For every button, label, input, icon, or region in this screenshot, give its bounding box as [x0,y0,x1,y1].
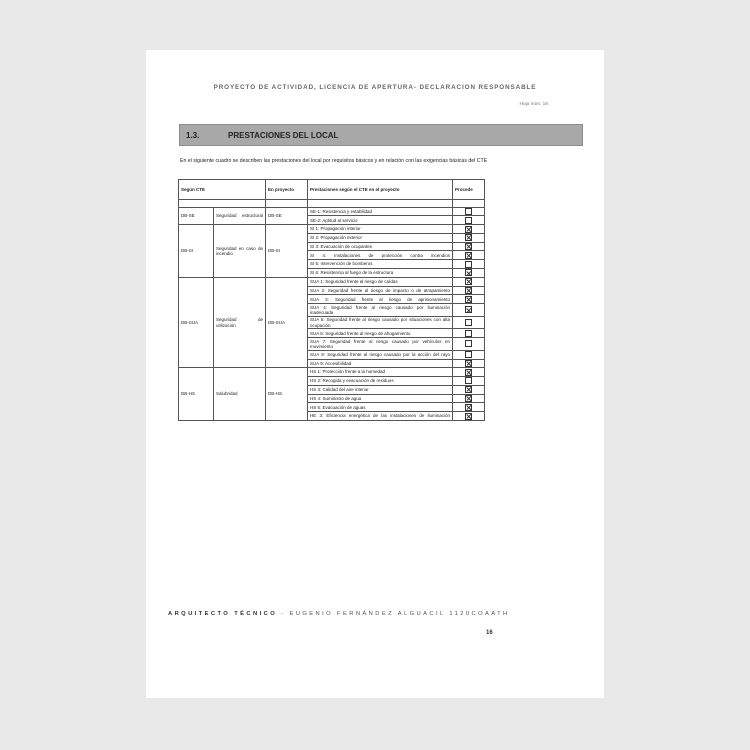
document-page [146,50,604,698]
table-row [179,277,485,286]
prestacion-text: SI 3: Evacuación de ocupantes [308,242,453,251]
table-row [179,225,485,234]
header-en-proyecto: En proyecto [266,180,308,200]
procede-cell [453,277,485,286]
checked-box-icon[interactable] [465,306,472,313]
prestacion-text: HS 3: Calidad del aire interior [308,385,453,394]
header-prestaciones: Prestaciones según el CTE en el proyecto [308,180,453,200]
procede-cell [453,412,485,421]
procede-cell [453,295,485,304]
procede-cell [453,269,485,278]
checked-box-icon[interactable] [465,269,472,276]
procede-cell [453,233,485,242]
unchecked-box-icon[interactable] [465,351,472,358]
table-row [179,207,485,216]
prestacion-text: SUA 3: Seguridad frente al riesgo de aprisionamiento [308,295,453,304]
footer-credit [168,611,510,617]
en-proyecto: DB-SUA [266,277,308,367]
checked-box-icon[interactable] [465,369,472,376]
header-procede: Procede [453,180,485,200]
checked-box-icon[interactable] [465,404,472,411]
cte-requirement: Salubridad [214,368,266,421]
table-header-row [179,180,485,200]
procede-cell [453,350,485,359]
checked-box-icon[interactable] [465,413,472,420]
unchecked-box-icon[interactable] [465,261,472,268]
prestacion-text: SI 6: Resistencia al fuego de la estructura [308,269,453,278]
table-spacer-row [179,199,485,207]
cte-code: DB-SI [179,225,214,278]
prestacion-text: HS 5: Evacuación de aguas [308,403,453,412]
procede-cell [453,329,485,338]
en-proyecto: DB-HS [266,368,308,421]
checked-box-icon[interactable] [465,226,472,233]
prestacion-text: SUA 7: Seguridad frente al riesgo causado por vehículos en movimiento [308,338,453,351]
checked-box-icon[interactable] [465,296,472,303]
cte-code: DB-HS [179,368,214,421]
prestacion-text: HS 2: Recogida y evacuación de residuos [308,377,453,386]
page-number: 16 [486,630,493,636]
checked-box-icon[interactable] [465,395,472,402]
procede-cell [453,403,485,412]
checked-box-icon[interactable] [465,243,472,250]
checked-box-icon[interactable] [465,252,472,259]
checked-box-icon[interactable] [465,360,472,367]
prestacion-text: SUA 4: Seguridad frente al riesgo causado por iluminación inadecuada [308,304,453,317]
procede-cell [453,251,485,260]
prestacion-text: SUA 2: Seguridad frente al riesgo de impacto o de atrapamiento [308,286,453,295]
checked-box-icon[interactable] [465,386,472,393]
procede-cell [453,216,485,225]
procede-cell [453,286,485,295]
prestacion-text: SUA 8: Seguridad frente al riesgo causado por la acción del rayo [308,350,453,359]
sheet-number: Hoja núm. 16 [519,102,548,107]
prestacion-text: SI 4: Instalaciones de protección contra incendios [308,251,453,260]
footer-author: - EUGENIO FERNÁNDEZ ALGUACIL 1120COAATH [281,611,510,617]
unchecked-box-icon[interactable] [465,340,472,347]
prestacion-text: SI 2: Propagación exterior [308,233,453,242]
intro-paragraph: En el siguiente cuadro se describen las prestaciones del local por requisitos básicos y en relación con las exigencias básicas del CTE [180,158,488,164]
footer-role: ARQUITECTO TÉCNICO [168,611,278,617]
project-title: PROYECTO DE ACTIVIDAD, LICENCIA DE APERTURA- DECLARACION RESPONSABLE [213,84,537,91]
procede-cell [453,260,485,269]
unchecked-box-icon[interactable] [465,330,472,337]
cte-requirement: Seguridad estructural [214,207,266,225]
procede-cell [453,316,485,329]
prestacion-text: SUA 6: Seguridad frente al riesgo de ahogamiento [308,329,453,338]
prestacion-text: SUA 5: Seguridad frente al riesgo causado por situaciones con alta ocupación [308,316,453,329]
procede-cell [453,338,485,351]
prestaciones-table [178,179,485,421]
procede-cell [453,385,485,394]
unchecked-box-icon[interactable] [465,377,472,384]
unchecked-box-icon[interactable] [465,217,472,224]
cte-code: DB-SUA [179,277,214,367]
checked-box-icon[interactable] [465,287,472,294]
procede-cell [453,394,485,403]
prestacion-text: SE-1: Resistencia y estabilidad [308,207,453,216]
section-heading [179,124,583,146]
section-title: PRESTACIONES DEL LOCAL [228,130,339,140]
cte-code: DB-SE [179,207,214,225]
unchecked-box-icon[interactable] [465,319,472,326]
procede-cell [453,377,485,386]
prestacion-text: SE-2: Aptitud al servicio [308,216,453,225]
unchecked-box-icon[interactable] [465,208,472,215]
cte-requirement: Seguridad en caso de incendio [214,225,266,278]
table-row [179,368,485,377]
procede-cell [453,225,485,234]
prestacion-text: HE 3: Eficiencia energética de las instalaciones de iluminación [308,412,453,421]
prestacion-text: SUA 9: Accesibilidad [308,359,453,368]
checked-box-icon[interactable] [465,234,472,241]
prestacion-text: SI 1: Propagación interior [308,225,453,234]
en-proyecto: DB-SE [266,207,308,225]
procede-cell [453,359,485,368]
checked-box-icon[interactable] [465,278,472,285]
en-proyecto: DB-SI [266,225,308,278]
procede-cell [453,304,485,317]
prestacion-text: HS 4: Suministro de agua [308,394,453,403]
procede-cell [453,368,485,377]
header-segun-cte: Según CTE [179,180,266,200]
procede-cell [453,207,485,216]
procede-cell [453,242,485,251]
cte-requirement: Seguridad de utilización [214,277,266,367]
prestacion-text: HS 1: Protección frente a la humedad [308,368,453,377]
section-number: 1.3. [186,130,200,140]
prestacion-text: SUA 1: Seguridad frente al riesgo de caídas [308,277,453,286]
prestacion-text: SI 5: Intervención de bomberos [308,260,453,269]
